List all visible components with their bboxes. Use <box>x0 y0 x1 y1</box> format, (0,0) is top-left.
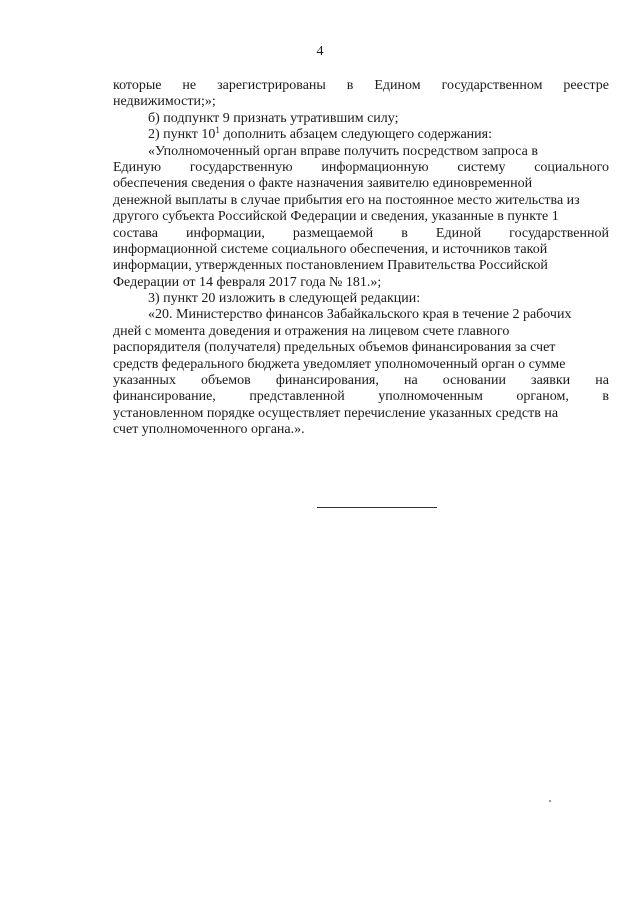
word: информационную <box>321 159 429 175</box>
text-line: установленном порядке осуществляет перечисление указанных средств на <box>113 405 559 421</box>
word: государственной <box>509 225 609 241</box>
word: указанных <box>113 373 176 389</box>
word: Единой <box>435 225 482 241</box>
text-line: дней с момента доведения и отражения на лицевом счете главного <box>113 323 510 339</box>
word: заявки <box>531 373 571 389</box>
word: зарегистрированы <box>217 78 326 93</box>
text-line: счет уполномоченного органа.». <box>113 422 305 438</box>
word: государственную <box>189 159 293 175</box>
word: которые <box>113 78 162 93</box>
text-line: Федерации от 14 февраля 2017 года № 181.»; <box>113 274 382 290</box>
text-line: 3) пункт 20 изложить в следующей редакции: <box>148 291 421 307</box>
word: на <box>595 373 609 389</box>
document-body <box>113 78 609 439</box>
superscript: 1 <box>215 125 220 136</box>
text-fragment: 2) пункт 10 <box>148 127 216 143</box>
text-line: б) подпункт 9 признать утратившим силу; <box>148 110 399 126</box>
text-line: обеспечения сведения о факте назначения заявителю единовременной <box>113 176 533 192</box>
page-number: 4 <box>316 44 324 59</box>
text-line <box>113 127 609 143</box>
word: государственном <box>441 78 543 93</box>
word: социального <box>534 159 609 175</box>
word: в <box>401 225 408 241</box>
word: в <box>346 78 354 93</box>
scan-speck <box>549 800 551 802</box>
word: финансирование, <box>113 389 216 405</box>
text-line: информации, утвержденных постановлением Правительства Российской <box>113 258 548 274</box>
word: представленной <box>249 389 345 405</box>
text-fragment: дополнить абзацем следующего содержания: <box>219 127 492 143</box>
text-line: «Уполномоченный орган вправе получить посредством запроса в <box>148 143 538 159</box>
word: уполномоченным <box>378 389 483 405</box>
text-line <box>113 160 609 176</box>
word: информации, <box>186 225 265 241</box>
word: объемов <box>201 373 251 389</box>
word: реестре <box>563 78 609 93</box>
text-line: распорядителя (получателя) предельных объемов финансирования за счет <box>113 340 556 356</box>
word: органом, <box>516 389 569 405</box>
word: не <box>182 78 197 93</box>
word: основании <box>442 373 506 389</box>
text-line <box>113 226 609 242</box>
text-line: денежной выплаты в случае прибытия его на постоянное место жительства из <box>113 192 580 208</box>
text-line <box>113 78 609 94</box>
text-line: средств федерального бюджета уведомляет уполномоченный орган о сумме <box>113 356 566 372</box>
text-line: другого субъекта Российской Федерации и сведения, указанные в пункте 1 <box>113 209 559 225</box>
word: состава <box>113 225 158 241</box>
word: размещаемой <box>292 225 374 241</box>
word: Едином <box>374 78 421 93</box>
text-line <box>113 389 609 405</box>
text-line: недвижимости;»; <box>113 94 216 110</box>
text-line: информационной системе социального обеспечения, и источников такой <box>113 241 548 257</box>
word: финансирования, <box>275 373 379 389</box>
word: систему <box>457 159 506 175</box>
word: Единую <box>113 159 162 175</box>
word: в <box>602 389 609 405</box>
text-line <box>113 373 609 389</box>
text-line: «20. Министерство финансов Забайкальского края в течение 2 рабочих <box>148 307 572 323</box>
section-divider <box>317 507 437 508</box>
word: на <box>403 373 418 389</box>
